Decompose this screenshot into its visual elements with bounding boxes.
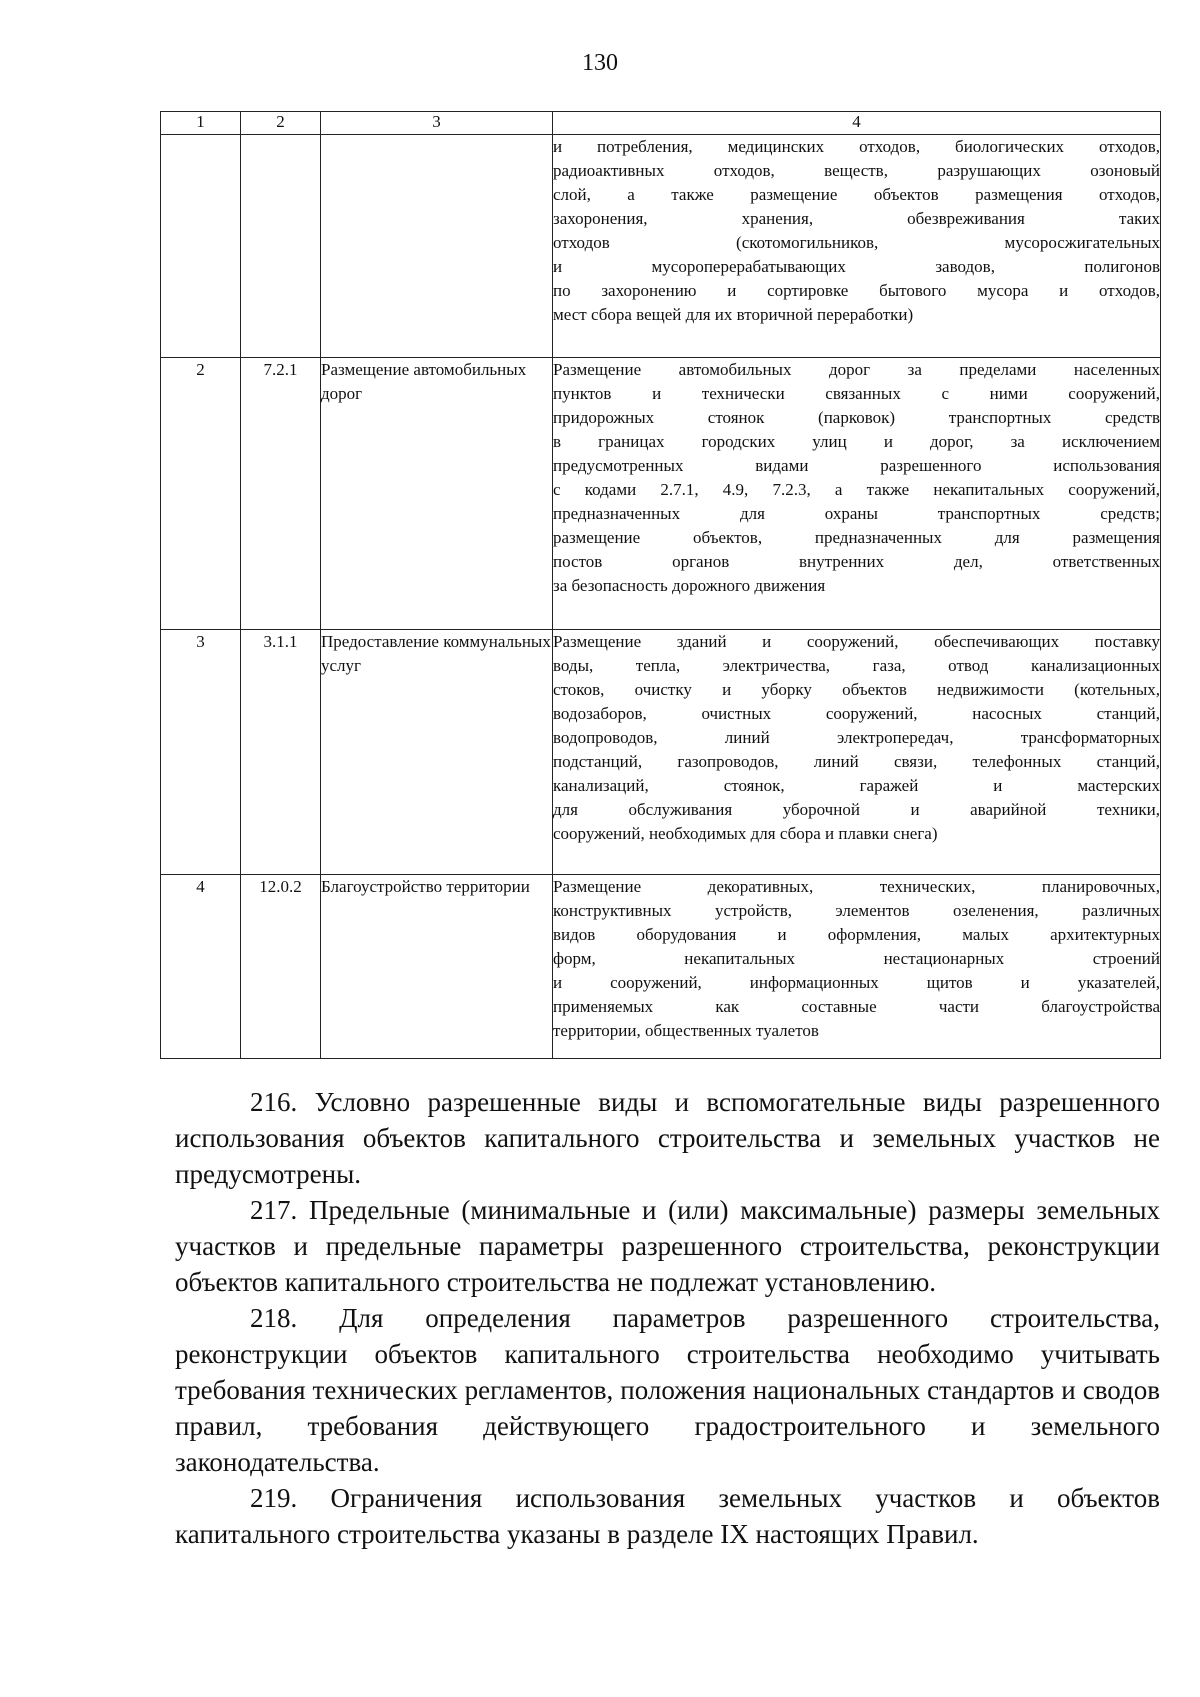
column-header-name: 3 [321, 112, 553, 135]
description-line: предусмотренных видами разрешенного использования [553, 455, 1160, 475]
row-number-cell: 4 [161, 874, 241, 1058]
description-line: и потребления, медицинских отходов, биологических отходов, [553, 137, 1160, 156]
description-line: для обслуживания уборочной и аварийной техники, [553, 800, 1160, 820]
row-code-cell: 12.0.2 [241, 874, 321, 1058]
description-line: водозаборов, очистных сооружений, насосных станций, [553, 704, 1160, 724]
row-description-cell [553, 630, 1161, 874]
description-line: предназначенных для охраны транспортных средств; [553, 503, 1160, 523]
paragraph-217: 217. Предельные (минимальные и (или) максимальные) размеры земельных участков и предельные параметры разрешенного строительства, реконструкции объектов капитального строительства не подлежат установлению. [175, 1195, 1160, 1297]
table-row [161, 135, 1161, 358]
description-line: в границах городских улиц и дорог, за исключением [553, 431, 1160, 451]
description-line: видов оборудования и оформления, малых архитектурных [553, 924, 1160, 944]
row-number-cell: 3 [161, 630, 241, 874]
description-line: Размещение зданий и сооружений, обеспечивающих поставку [553, 632, 1160, 652]
description-line: придорожных стоянок (парковок) транспортных средств [553, 407, 1160, 427]
description-line: Размещение декоративных, технических, планировочных, [553, 876, 1160, 896]
row-number-cell [161, 135, 241, 358]
description-line: водопроводов, линий электропередач, трансформаторных [553, 728, 1160, 748]
table-row [161, 874, 1161, 1058]
description-line: применяемых как составные части благоустройства [553, 996, 1160, 1016]
row-name-cell: Благоустройство территории [321, 874, 553, 1058]
row-description-cell [553, 135, 1161, 358]
description-line: канализаций, стоянок, гаражей и мастерских [553, 776, 1160, 796]
description-line: за безопасность дорожного движения [553, 575, 826, 595]
description-line: слой, а также размещение объектов размещения отходов, [553, 185, 1160, 204]
description-line: конструктивных устройств, элементов озеленения, различных [553, 900, 1160, 920]
column-header-number: 1 [161, 112, 241, 135]
description-line: территории, общественных туалетов [553, 1020, 819, 1040]
description-line: Размещение автомобильных дорог за пределами населенных [553, 359, 1160, 379]
column-header-description: 4 [553, 112, 1161, 135]
page-number: 130 [582, 50, 618, 76]
row-code-cell [241, 135, 321, 358]
row-code-cell: 7.2.1 [241, 357, 321, 629]
description-line: стоков, очистку и уборку объектов недвижимости (котельных, [553, 680, 1160, 700]
description-line: воды, тепла, электричества, газа, отвод канализационных [553, 656, 1160, 676]
description-line: форм, некапитальных нестационарных строений [553, 948, 1160, 968]
description-line: отходов (скотомогильников, мусоросжигательных [553, 233, 1160, 252]
paragraph-218: 218. Для определения параметров разрешенного строительства, реконструкции объектов капитального строительства необходимо учитывать требования технических регламентов, положения национальных стандартов и сводов правил, требования действующего градостроительного и земельного законодательства. [175, 1303, 1160, 1477]
row-name-cell: Размещение автомобильных дорог [321, 357, 553, 629]
description-line: размещение объектов, предназначенных для размещения [553, 527, 1160, 547]
description-line: по захоронению и сортировке бытового мусора и отходов, [553, 281, 1160, 300]
column-header-code: 2 [241, 112, 321, 135]
description-line: с кодами 2.7.1, 4.9, 7.2.3, а также некапитальных сооружений, [553, 479, 1160, 499]
row-name-cell [321, 135, 553, 358]
row-number-cell: 2 [161, 357, 241, 629]
description-line: и сооружений, информационных щитов и указателей, [553, 972, 1160, 992]
description-line: постов органов внутренних дел, ответственных [553, 551, 1160, 571]
description-line: подстанций, газопроводов, линий связи, телефонных станций, [553, 752, 1160, 772]
description-line: радиоактивных отходов, веществ, разрушающих озоновый [553, 161, 1160, 180]
row-description-cell [553, 357, 1161, 629]
description-line: и мусороперерабатывающих заводов, полигонов [553, 257, 1160, 276]
row-name-cell: Предоставление коммунальных услуг [321, 630, 553, 874]
paragraph-216: 216. Условно разрешенные виды и вспомогательные виды разрешенного использования объектов капитального строительства и земельных участков не предусмотрены. [175, 1087, 1160, 1189]
land-use-table [160, 111, 1161, 1059]
row-code-cell: 3.1.1 [241, 630, 321, 874]
paragraph-219: 219. Ограничения использования земельных участков и объектов капитального строительства указаны в разделе IX настоящих Правил. [175, 1483, 1160, 1549]
row-description-cell [553, 874, 1161, 1058]
description-line: пунктов и технически связанных с ними сооружений, [553, 383, 1160, 403]
table-row [161, 630, 1161, 874]
description-line: мест сбора вещей для их вторичной переработки) [553, 305, 914, 324]
body-text [175, 1084, 1160, 1552]
table-header-row [161, 112, 1161, 135]
description-line: захоронения, хранения, обезвреживания таких [553, 209, 1160, 228]
table-row [161, 357, 1161, 629]
description-line: сооружений, необходимых для сбора и плавки снега) [553, 824, 938, 844]
